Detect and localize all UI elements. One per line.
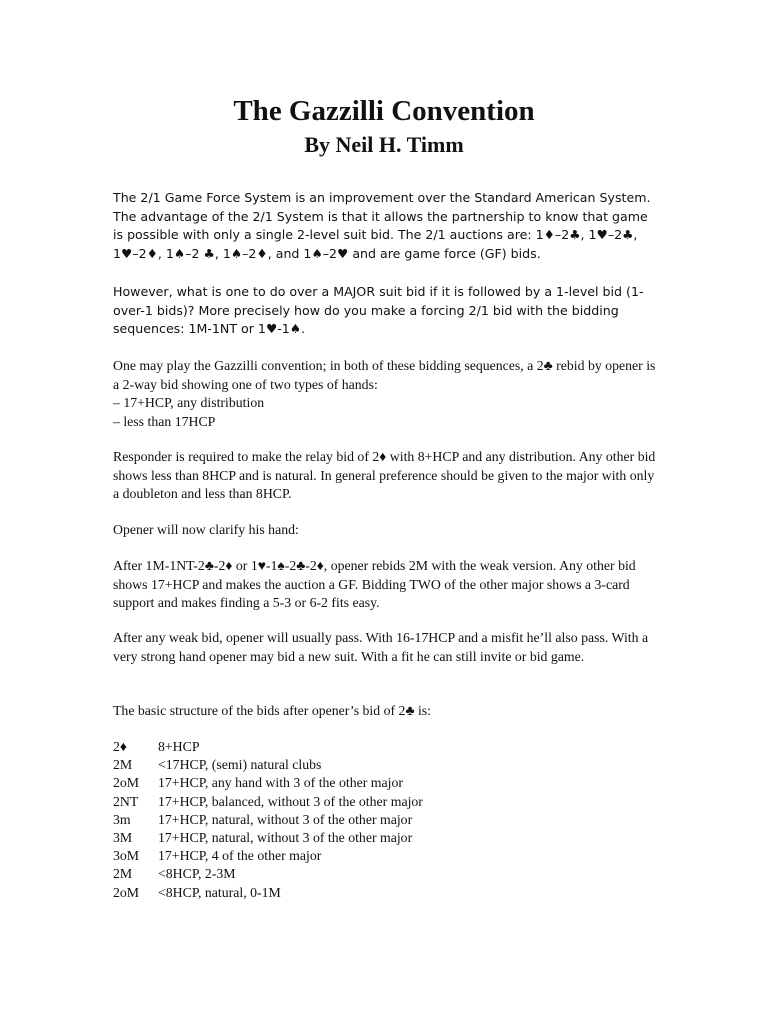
bid-meaning: 17+HCP, natural, without 3 of the other major	[158, 811, 413, 827]
bid-meaning: <8HCP, natural, 0-1M	[158, 884, 281, 900]
bid-code: 2NT	[113, 793, 139, 809]
paragraph-opener-clarify: Opener will now clarify his hand:	[113, 522, 299, 537]
bid-code: 2oM	[113, 884, 140, 900]
bid-row	[113, 738, 423, 756]
paragraph-opener-rebids: After 1M-1NT-2♣-2♦ or 1♥-1♠-2♣-2♦, opener rebids 2M with the weak version. Any other bid shows 17+HCP and makes the auction a GF. Bidding TWO of the other major shows a 3-card support and makes finding a 5-3 or 6-2 fits easy.	[113, 558, 640, 610]
bid-row	[113, 847, 423, 865]
bid-code: 3m	[113, 811, 131, 827]
paragraph-gazzilli-rebid: One may play the Gazzilli convention; in both of these bidding sequences, a 2♣ rebid by opener is a 2-way bid showing one of two types of hands: – 17+HCP, any distribution – less than 17HCP	[113, 358, 656, 429]
bid-meaning: <8HCP, 2-3M	[158, 866, 236, 882]
bid-meaning: 17+HCP, balanced, without 3 of the other major	[158, 793, 423, 809]
bid-meaning: 17+HCP, natural, without 3 of the other major	[158, 829, 413, 845]
bid-row	[113, 774, 423, 792]
bid-code: 2M	[113, 757, 133, 773]
bid-code: 2♦	[113, 739, 127, 754]
bid-row	[113, 756, 423, 774]
bid-row	[113, 829, 423, 847]
bid-code: 3oM	[113, 848, 140, 864]
paragraph-major-suit-question: However, what is one to do over a MAJOR suit bid if it is followed by a 1-level bid (1-over-1 bids)? More precisely how do you make a forcing 2/1 bid with the bidding sequences: 1M-1NT or 1♥-1♠.	[113, 284, 644, 336]
bid-row	[113, 865, 423, 883]
paragraph-intro: The 2/1 Game Force System is an improvement over the Standard American System. The advantage of the 2/1 System is that it allows the partnership to know that game is possible with only a single 2-level suit bid. The 2/1 auctions are: 1♦–2♣, 1♥–2♣, 1♥–2♦, 1♠–2 ♣, 1♠–2♦, and 1♠–2♥ and are game force (GF) bids.	[113, 190, 655, 261]
bid-code: 3M	[113, 829, 133, 845]
bid-meaning: 8+HCP	[158, 739, 200, 754]
paragraph-structure-intro: The basic structure of the bids after opener’s bid of 2♣ is:	[113, 703, 431, 718]
bid-code: 2oM	[113, 775, 140, 791]
bid-structure-list	[113, 738, 423, 902]
bid-meaning: 17+HCP, 4 of the other major	[158, 848, 322, 864]
paragraph-after-weak-bid: After any weak bid, opener will usually pass. With 16-17HCP and a misfit he’ll also pass. With a very strong hand opener may bid a new suit. With a fit he can still invite or bid game.	[113, 630, 652, 664]
bid-row	[113, 884, 423, 902]
bid-meaning: <17HCP, (semi) natural clubs	[158, 757, 322, 773]
paragraph-responder-relay: Responder is required to make the relay bid of 2♦ with 8+HCP and any distribution. Any other bid shows less than 8HCP and is natural. In general preference should be given to the major with only a doubleton and less than 8HCP.	[113, 449, 659, 501]
bid-row	[113, 793, 423, 811]
bid-code: 2M	[113, 866, 133, 882]
bid-meaning: 17+HCP, any hand with 3 of the other major	[158, 775, 403, 791]
document-author: By Neil H. Timm	[304, 132, 464, 157]
document-title: The Gazzilli Convention	[233, 95, 535, 127]
bid-row	[113, 811, 423, 829]
